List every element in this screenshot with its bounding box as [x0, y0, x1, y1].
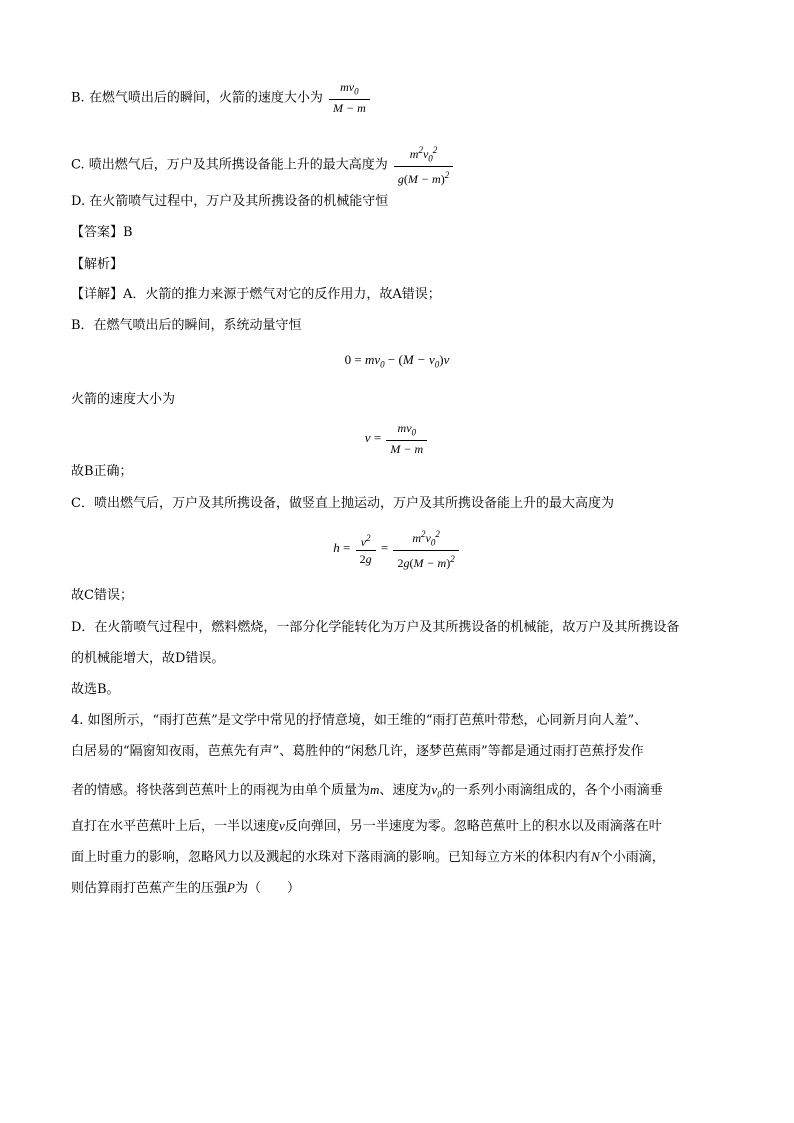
detail-b-text: B．在燃气喷出后的瞬间，系统动量守恒	[71, 318, 302, 333]
option-c-text: 喷出燃气后，万户及其所携设备能上升的最大高度为	[88, 157, 388, 173]
detail-a-line	[71, 285, 441, 305]
question4-line-3: 者的情感。将快落到芭蕉叶上的雨视为由单个质量为m、速度为$v_0$的一系列小雨滴组成的，各个小雨滴垂	[71, 782, 663, 800]
option-d-text: 在火箭喷气过程中，万户及其所携设备的机械能守恒	[89, 194, 389, 209]
question4-line-5: 面上时重力的影响，忽略风力以及溅起的水珠对下落雨滴的影响。已知每立方米的体积内有N个小雨滴，	[71, 849, 665, 865]
q4-line3-part-c: 的一系列小雨滴组成的，各个小雨滴垂	[441, 783, 663, 798]
q4-line3-part-b: 、速度为	[379, 783, 432, 798]
option-d	[71, 192, 388, 212]
question4-line-4: 直打在水平芭蕉叶上后，一半以速度v反向弹回，另一半速度为零。忽略芭蕉叶上的积水以及雨滴落在叶	[71, 818, 662, 834]
q4-line3-part-a: 者的情感。将快落到芭蕉叶上的雨视为由单个质量为	[71, 783, 371, 798]
answer-tag: 【答案】	[71, 225, 124, 240]
detail-d-text-2: 的机械能增大，故D错误。	[71, 651, 225, 666]
option-c-label: C.	[71, 157, 85, 173]
detail-d-text-1: D．在火箭喷气过程中，燃料燃烧，一部分化学能转化为万户及其所携设备的机械能，故万户及其所携设备	[71, 620, 680, 635]
option-c-formula: $\frac{m^2v_0^2}{g(M - m)^2}$	[394, 143, 453, 187]
detail-c-conclusion: 故C错误；	[71, 588, 133, 603]
q4-line5-part-b: 个小雨滴，	[599, 850, 665, 865]
momentum-equation: $0 = mv_0 - (M - v_0)v$	[344, 352, 450, 370]
option-b-label: B.	[71, 90, 85, 106]
option-b-text: 在燃气喷出后的瞬间，火箭的速度大小为	[88, 90, 323, 106]
detail-a-text: A．火箭的推力来源于燃气对它的反作用力，故A错误；	[123, 287, 441, 302]
speed-equation: v = $\frac{mv_0}{M - m}$	[0, 421, 794, 457]
height-equation: h = $\frac{v^2}{2g}$ = $\frac{m^2v_0^2}{2g(M - m)^2}$	[0, 527, 794, 571]
q4-line4-part-b: 反向弹回，另一半速度为零。忽略芭蕉叶上的积水以及雨滴落在叶	[284, 819, 662, 834]
question4-line-1: 4. 如图所示，“雨打芭蕉”是文学中常见的抒情意境，如王维的“雨打芭蕉叶带愁，心同新月向人羞”、	[71, 713, 648, 728]
detail-tag: 【详解】	[71, 287, 124, 302]
q4-line6-part-a: 则估算雨打芭蕉产生的压强	[71, 881, 228, 896]
analysis-tag: 【解析】	[71, 257, 124, 272]
final-answer: 故选B。	[71, 682, 120, 697]
option-b	[71, 80, 372, 116]
question4-line-2: 白居易的“隔窗知夜雨，芭蕉先有声”、葛胜仲的“闲愁几许，逐梦芭蕉雨”等都是通过雨打芭蕉抒发作	[71, 744, 644, 759]
speed-text: 火箭的速度大小为	[71, 392, 176, 407]
option-c	[71, 143, 455, 187]
detail-b-conclusion: 故B正确；	[71, 464, 133, 479]
q4-line4-part-a: 直打在水平芭蕉叶上后，一半以速度	[71, 819, 280, 834]
detail-c-text: C．喷出燃气后，万户及其所携设备，做竖直上抛运动，万户及其所携设备能上升的最大高度为	[71, 496, 614, 511]
answer-line	[71, 223, 133, 243]
q4-line5-part-a: 面上时重力的影响，忽略风力以及溅起的水珠对下落雨滴的影响。已知每立方米的体积内有	[71, 850, 592, 865]
q4-line6-part-b: 为（ ）	[234, 881, 300, 896]
question4-line-6: 则估算雨打芭蕉产生的压强P为（ ）	[71, 880, 300, 896]
answer-value: B	[123, 225, 133, 240]
option-d-label: D.	[71, 194, 86, 209]
option-b-formula: $\frac{mv_0}{M - m}$	[329, 80, 370, 116]
